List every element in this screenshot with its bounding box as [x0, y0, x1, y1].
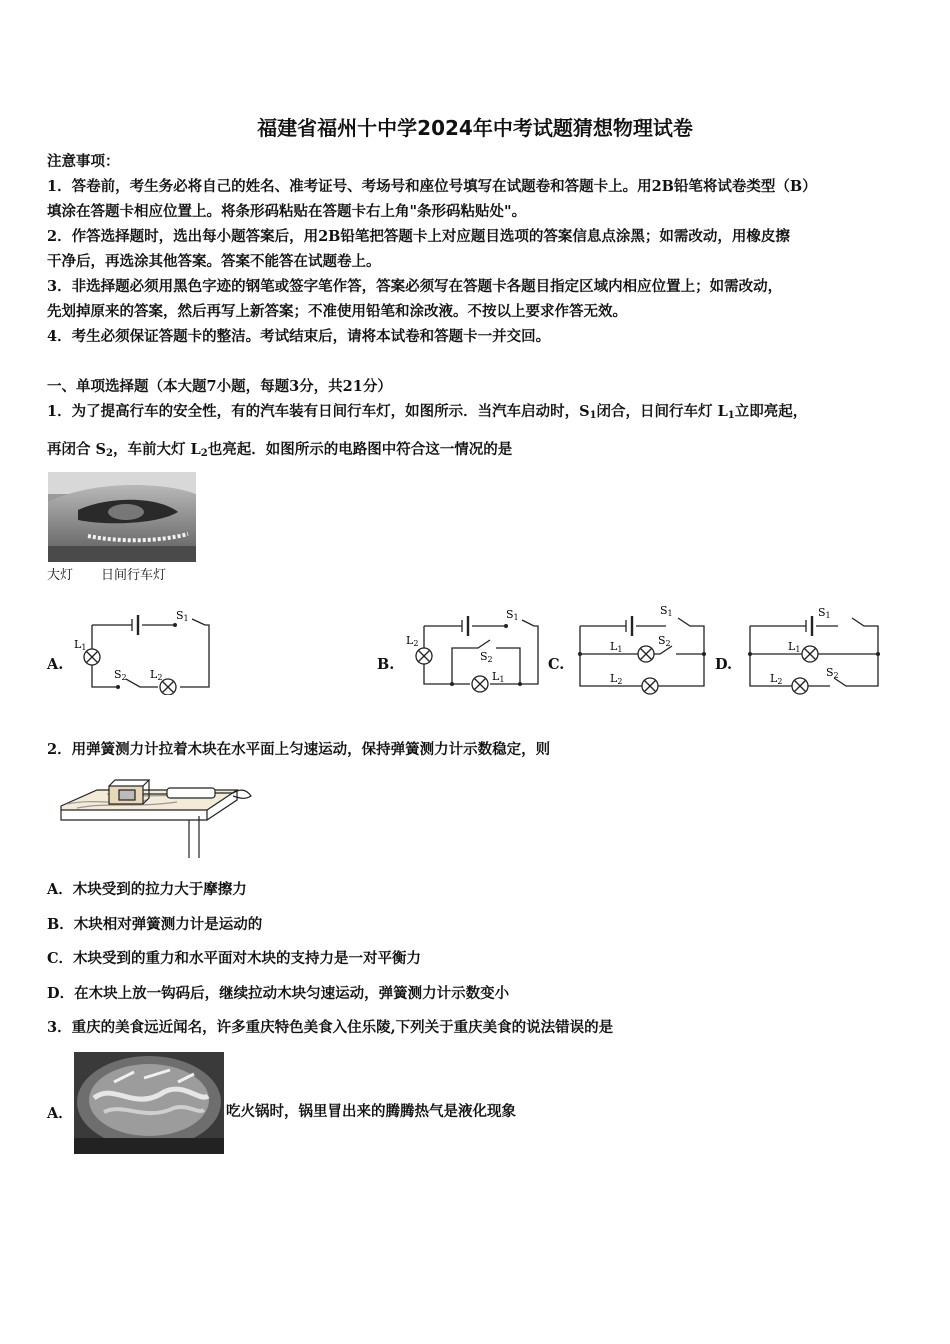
label-l2: L2: [770, 672, 783, 686]
label-l1: L1: [610, 640, 623, 654]
label-s2: S2: [826, 666, 839, 680]
label-s2: S2: [658, 634, 671, 648]
option-a-label: A.: [47, 656, 64, 673]
notice-line: 填涂在答题卡相应位置上。将条形码粘贴在答题卡右上角"条形码粘贴处"。: [47, 203, 527, 220]
hotpot-photo: [74, 1052, 224, 1154]
notice-line: 先划掉原来的答案，然后再写上新答案；不准使用铅笔和涂改液。不按以上要求作答无效。: [47, 303, 627, 320]
label-l2: L2: [610, 672, 623, 686]
q2-stem: 2．用弹簧测力计拉着木块在水平面上匀速运动，保持弹簧测力计示数稳定，则: [47, 741, 551, 758]
car-headlight-photo: [48, 472, 196, 562]
caption-headlight: 大灯: [47, 568, 74, 583]
circuit-diagram-d: [742, 600, 892, 695]
notice-line: 3．非选择题必须用黑色字迹的钢笔或签字笔作答，答案必须写在答题卡各题目指定区域内相应位置上；如需改动，: [47, 278, 783, 295]
q3-option-a-label: A．: [47, 1105, 73, 1122]
label-l2: L2: [150, 668, 163, 682]
label-l1: L1: [788, 640, 801, 654]
q1-stem-line1: 1．为了提高行车的安全性，有的汽车装有日间行车灯，如图所示．当汽车启动时，$S_1$闭合，日间行车灯 $L_1$立即亮起，: [47, 403, 808, 421]
circuit-diagram-a: [70, 605, 220, 695]
notice-heading: 注意事项：: [47, 153, 120, 170]
label-s1: S1: [660, 604, 673, 618]
option-b-label: B.: [377, 656, 395, 673]
page-title: 福建省福州十中学2024年中考试题猜想物理试卷: [257, 116, 693, 140]
option-d-label: D.: [715, 656, 733, 673]
label-s1: S1: [176, 609, 189, 623]
label-l2: L2: [406, 634, 419, 648]
label-s1: S1: [506, 608, 519, 622]
q2-option-a: A．木块受到的拉力大于摩擦力: [47, 881, 247, 898]
section-heading: 一、单项选择题（本大题7小题，每题3分，共21分）: [47, 378, 392, 395]
option-c-label: C.: [548, 656, 565, 673]
circuit-diagram-b: [398, 600, 548, 695]
caption-daytime-light: 日间行车灯: [101, 568, 167, 583]
q3-stem: 3．重庆的美食远近闻名，许多重庆特色美食入住乐陵,下列关于重庆美食的说法错误的是: [47, 1019, 614, 1036]
q2-option-d: D．在木块上放一钩码后，继续拉动木块匀速运动，弹簧测力计示数变小: [47, 985, 510, 1002]
label-l1: L1: [74, 638, 87, 652]
label-s1: S1: [818, 606, 831, 620]
label-s2: S2: [480, 650, 493, 664]
label-l1: L1: [492, 670, 505, 684]
q1-stem-line2: 再闭合 $S_2$，车前大灯 $L_2$也亮起．如图所示的电路图中符合这一情况的是: [47, 441, 513, 459]
notice-line: 4．考生必须保证答题卡的整洁。考试结束后，请将本试卷和答题卡一并交回。: [47, 328, 551, 345]
notice-line: 2．作答选择题时，选出每小题答案后，用2B铅笔把答题卡上对应题目选项的答案信息点涂黑；如需改动，用橡皮擦: [47, 228, 790, 245]
spring-scale-figure: [57, 776, 257, 860]
circuit-diagram-c: [572, 600, 712, 695]
q2-option-c: C．木块受到的重力和水平面对木块的支持力是一对平衡力: [47, 950, 422, 967]
q3-option-a-text: 吃火锅时，锅里冒出来的腾腾热气是液化现象: [226, 1103, 516, 1120]
q2-option-b: B．木块相对弹簧测力计是运动的: [47, 916, 263, 933]
label-s2: S2: [114, 668, 127, 682]
notice-line: 干净后，再选涂其他答案。答案不能答在试题卷上。: [47, 253, 381, 270]
notice-line: 1．答卷前，考生务必将自己的姓名、准考证号、考场号和座位号填写在试题卷和答题卡上。用2B铅笔将试卷类型（B）: [47, 178, 817, 195]
